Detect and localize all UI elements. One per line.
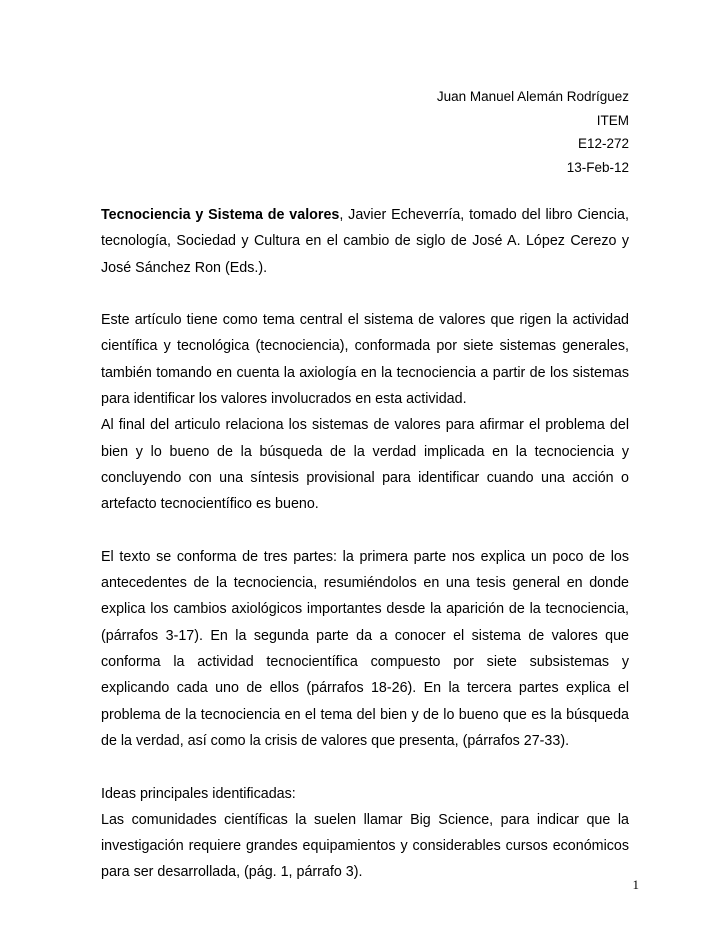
document-code: E12-272 [577, 136, 629, 151]
summary-paragraph: Este artículo tiene como tema central el sistema de valores que rigen la actividad científica y tecnológica (tecnociencia), conformada por siete sistemas generales, también tomando en cuenta la axiología en la tecnociencia a partir de los sistemas para identificar los valores involucrados en esta actividad. [101, 312, 629, 408]
conclusion-paragraph: Al final del articulo relaciona los sistemas de valores para afirmar el problema del bien y lo bueno de la búsqueda de la verdad implicada en la tecnociencia y concluyendo con una síntesis provisional para identificar cuando una acción o artefacto tecnocientífico es bueno. [101, 417, 629, 513]
document-header [437, 85, 629, 179]
paragraph-gap [101, 518, 629, 544]
page-number: 1 [632, 877, 639, 892]
structure-paragraph: El texto se conforma de tres partes: la primera parte nos explica un poco de los antecedentes de la tecnociencia, resumiéndolos en una tesis general en donde explica los cambios axiológicos importantes desde la aparición de la tecnociencia, (párrafos 3-17). En la segunda parte da a conocer el sistema de valores que conforma la actividad tecnocientífica compuesto por siete subsistemas y explicando cada uno de ellos (párrafos 18-26). En la tercera partes explica el problema de la tecnociencia en el tema del bien y de lo bueno que es la búsqueda de la verdad, así como la crisis de valores que presenta, (párrafos 27-33). [101, 548, 629, 749]
ideas-heading: Ideas principales identificadas: [101, 785, 296, 802]
institution-name: ITEM [596, 112, 629, 128]
reference-paragraph [101, 202, 629, 281]
document-date: 13-Feb-12 [566, 159, 629, 175]
reference-title: Tecnociencia y Sistema de valores [101, 207, 340, 223]
paragraph-gap [101, 754, 629, 780]
reference-details: , Javier Echeverría, tomado del libro Ciencia, tecnología, Sociedad y Cultura en el cambio de siglo de José A. López Cerezo y José Sánchez Ron (Eds.). [101, 207, 629, 276]
document-body [101, 202, 629, 886]
paragraph-gap [101, 281, 629, 307]
author-name: Juan Manuel Alemán Rodríguez [436, 89, 629, 104]
idea-paragraph: Las comunidades científicas la suelen llamar Big Science, para indicar que la investigación requiere grandes equipamientos y considerables cursos económicos para ser desarrollada, (pág. 1, párrafo 3). [101, 811, 629, 881]
